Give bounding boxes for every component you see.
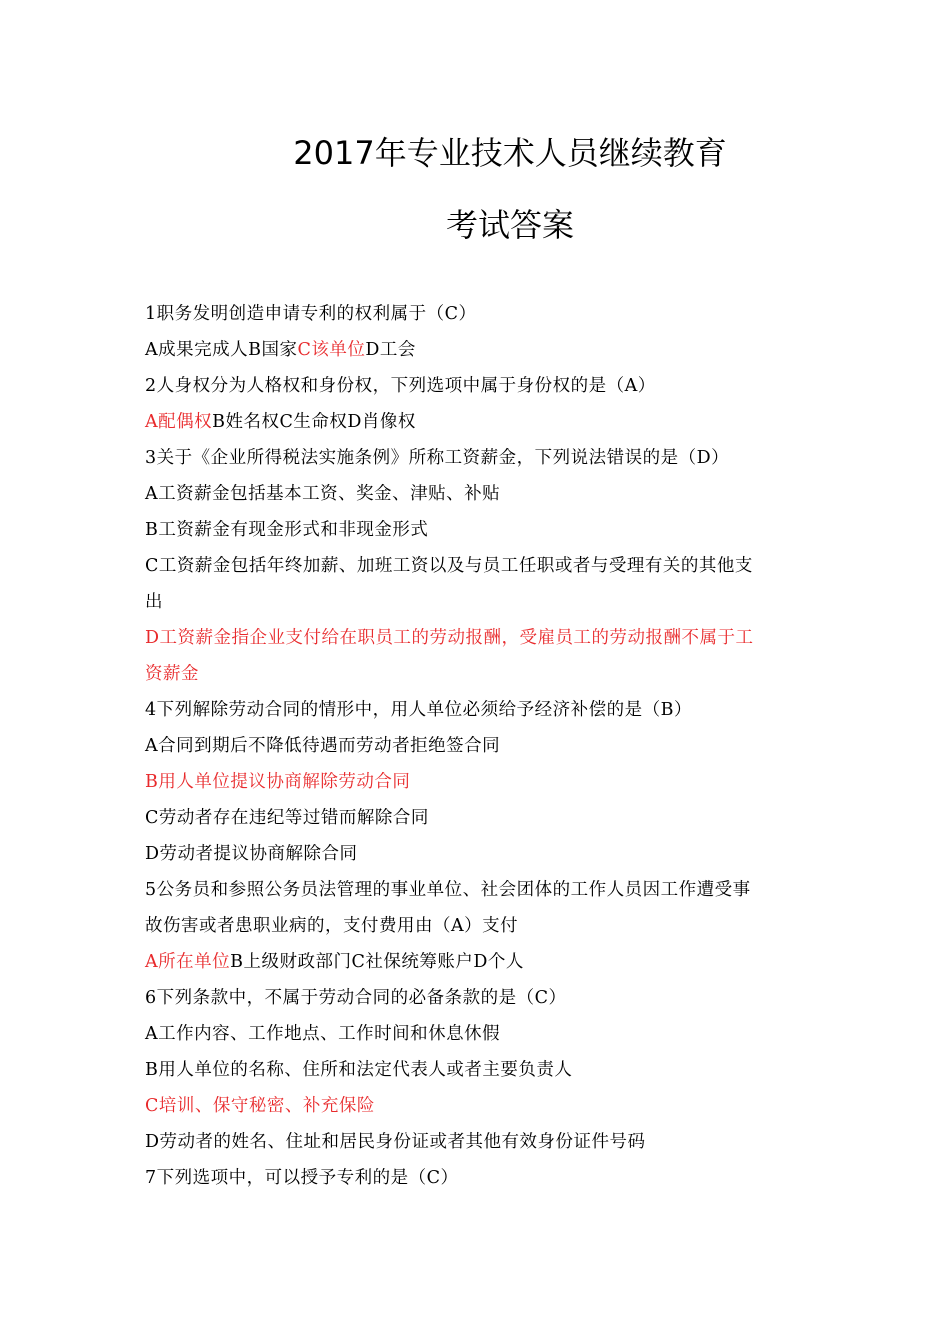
option-text: B上级财政部门C社保统筹账户D个人 xyxy=(230,952,524,972)
question-2: 2人身权分为人格权和身份权，下列选项中属于身份权的是（A） xyxy=(145,376,656,396)
correct-answer-cont: 资薪金 xyxy=(145,664,199,684)
document-body xyxy=(145,296,813,1196)
question-6-option-b: B用人单位的名称、住所和法定代表人或者主要负责人 xyxy=(145,1060,573,1080)
option-text: D工会 xyxy=(365,340,416,360)
correct-answer: D工资薪金指企业支付给在职员工的劳动报酬，受雇员工的劳动报酬不属于工 xyxy=(145,628,754,648)
question-3-option-c: C工资薪金包括年终加薪、加班工资以及与员工任职或者与受理有关的其他支 xyxy=(145,556,753,576)
correct-answer: B用人单位提议协商解除劳动合同 xyxy=(145,772,411,792)
question-3-option-b: B工资薪金有现金形式和非现金形式 xyxy=(145,520,429,540)
document-title: 2017年专业技术人员继续教育 xyxy=(293,134,727,172)
option-text: A成果完成人B国家 xyxy=(145,340,298,360)
correct-answer: C培训、保守秘密、补充保险 xyxy=(145,1096,375,1116)
question-6-option-a: A工作内容、工作地点、工作时间和休息休假 xyxy=(145,1024,501,1044)
correct-answer: A配偶权 xyxy=(145,412,213,432)
question-5: 5公务员和参照公务员法管理的事业单位、社会团体的工作人员因工作遭受事 xyxy=(145,880,751,900)
question-6-option-d: D劳动者的姓名、住址和居民身份证或者其他有效身份证件号码 xyxy=(145,1132,646,1152)
question-1-options xyxy=(145,332,813,368)
question-4-option-c: C劳动者存在违纪等过错而解除合同 xyxy=(145,808,429,828)
question-3: 3关于《企业所得税法实施条例》所称工资薪金，下列说法错误的是（D） xyxy=(145,448,730,468)
question-6: 6下列条款中，不属于劳动合同的必备条款的是（C） xyxy=(145,988,567,1008)
correct-answer: C该单位 xyxy=(297,340,366,360)
question-4-option-d: D劳动者提议协商解除合同 xyxy=(145,844,358,864)
correct-answer: A所在单位 xyxy=(145,952,231,972)
question-1: 1职务发明创造申请专利的权利属于（C） xyxy=(145,304,477,324)
option-text: B姓名权C生命权D肖像权 xyxy=(212,412,416,432)
question-3-option-c-cont: 出 xyxy=(145,592,163,612)
question-7: 7下列选项中，可以授予专利的是（C） xyxy=(145,1168,459,1188)
document-subtitle: 考试答案 xyxy=(445,206,574,244)
question-4: 4下列解除劳动合同的情形中，用人单位必须给予经济补偿的是（B） xyxy=(145,700,692,720)
question-3-option-a: A工资薪金包括基本工资、奖金、津贴、补贴 xyxy=(145,484,501,504)
question-5-options xyxy=(145,944,813,980)
question-5-cont: 故伤害或者患职业病的，支付费用由（A）支付 xyxy=(145,916,519,936)
question-4-option-a: A合同到期后不降低待遇而劳动者拒绝签合同 xyxy=(145,736,501,756)
question-2-options xyxy=(145,404,813,440)
